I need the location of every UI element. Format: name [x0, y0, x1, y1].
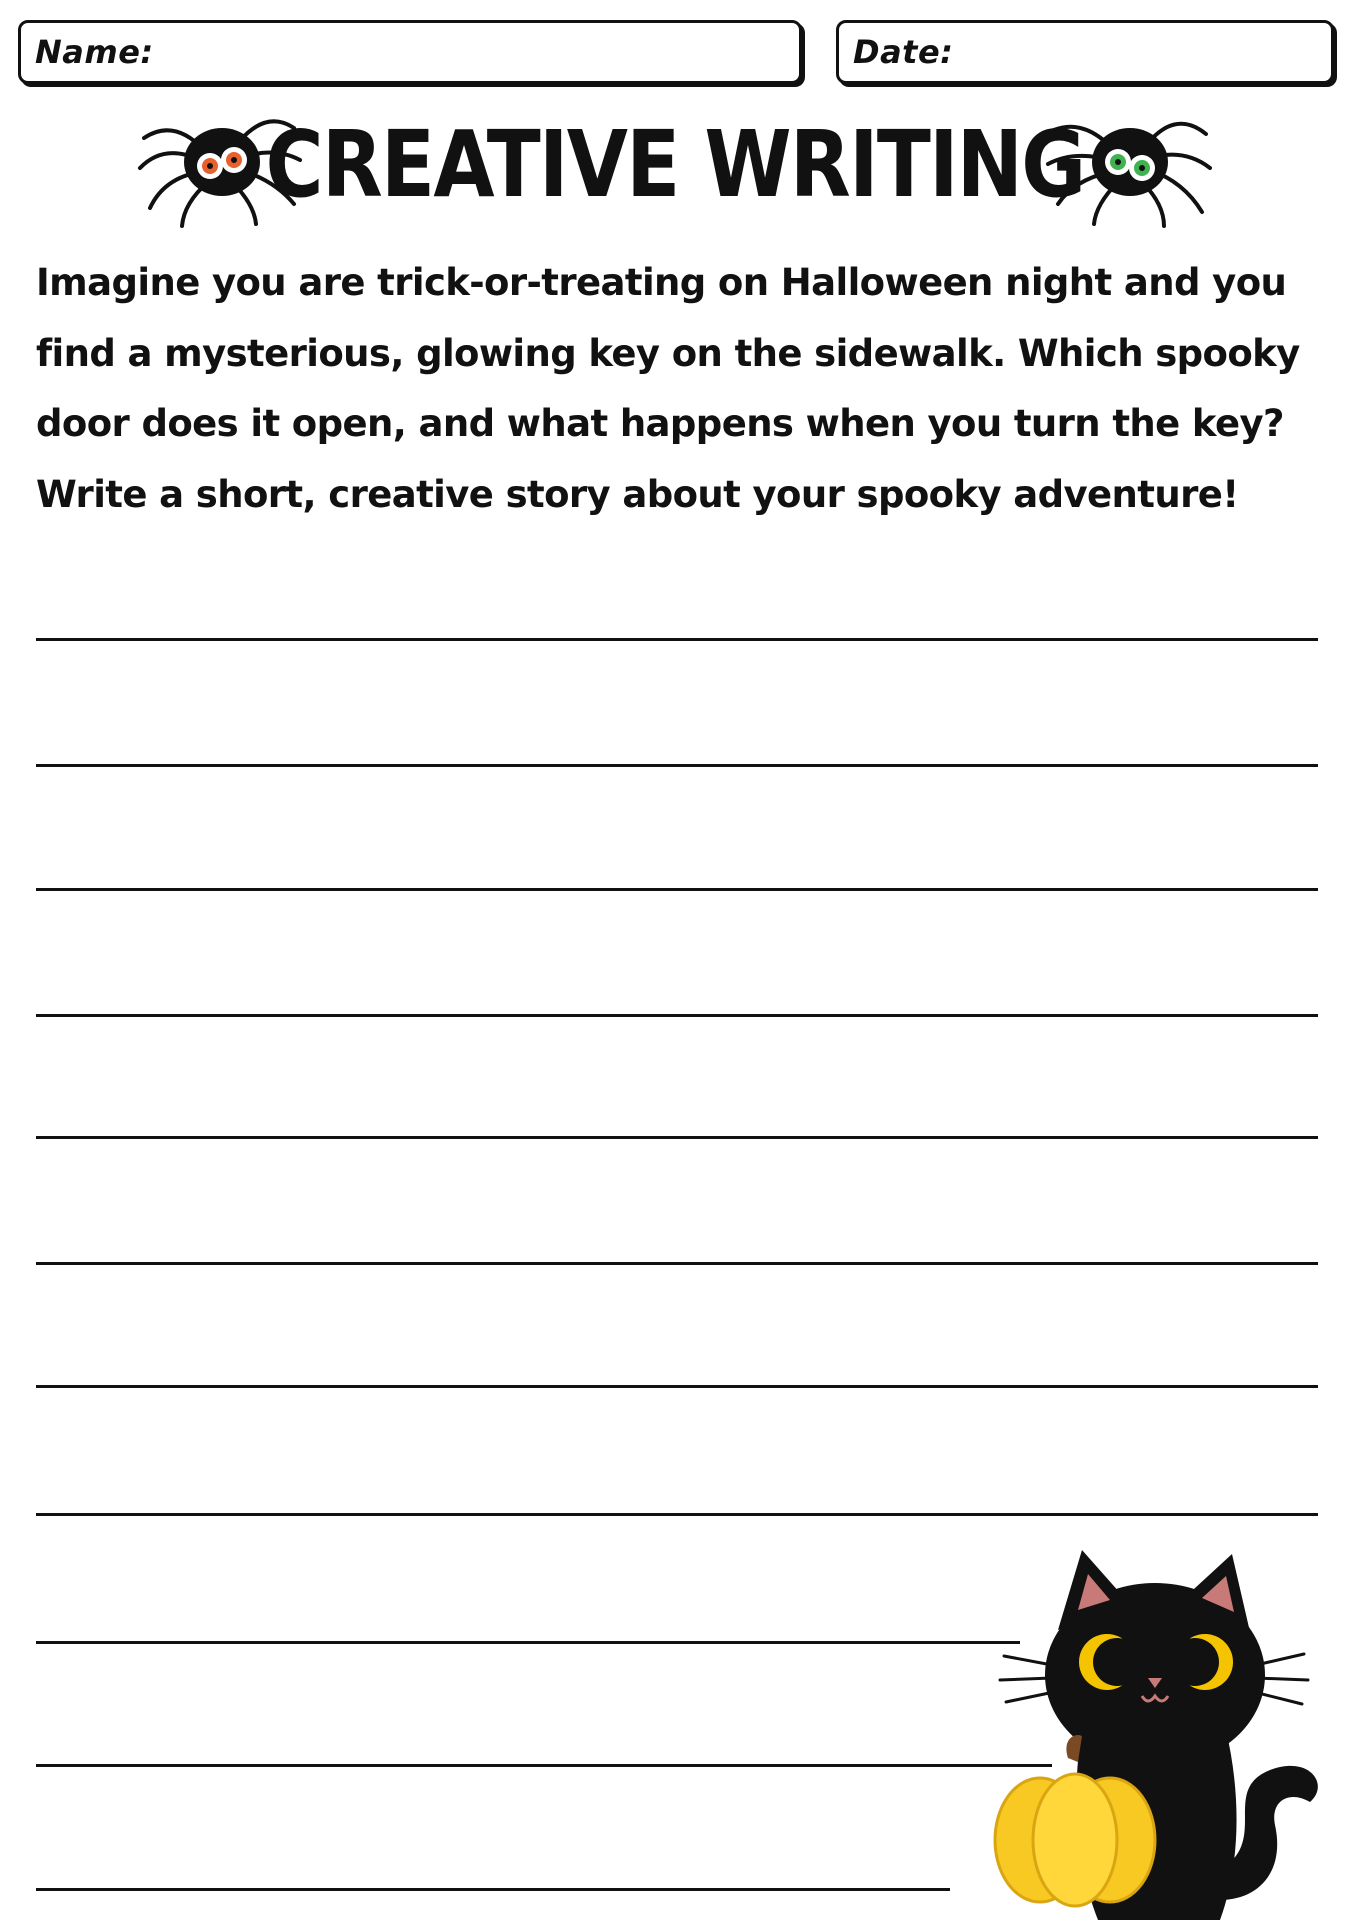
date-field[interactable] [836, 20, 1334, 84]
writing-line[interactable] [36, 1641, 1020, 1644]
writing-line[interactable] [36, 1888, 950, 1891]
writing-line[interactable] [36, 888, 1318, 891]
writing-line[interactable] [36, 1513, 1318, 1516]
page-title: CREATIVE WRITING [265, 111, 1085, 218]
name-label: Name: [35, 33, 154, 71]
writing-line[interactable] [36, 638, 1318, 641]
date-input[interactable] [949, 33, 1317, 73]
writing-prompt: Imagine you are trick-or-treating on Halloween night and you find a mysterious, glowing key on the sidewalk. Which spooky door does it open, and what happens when you turn the key? Write a short, creative story about your spooky adventure! [36, 261, 1300, 516]
writing-line[interactable] [36, 764, 1318, 767]
name-field[interactable] [18, 20, 802, 84]
writing-line[interactable] [36, 1764, 1052, 1767]
writing-line[interactable] [36, 1136, 1318, 1139]
writing-line[interactable] [36, 1385, 1318, 1388]
spider-icon [1044, 108, 1214, 228]
writing-line[interactable] [36, 1014, 1318, 1017]
black-cat-icon [970, 1540, 1350, 1920]
writing-line[interactable] [36, 1262, 1318, 1265]
name-input[interactable] [141, 33, 785, 73]
date-label: Date: [853, 33, 954, 71]
